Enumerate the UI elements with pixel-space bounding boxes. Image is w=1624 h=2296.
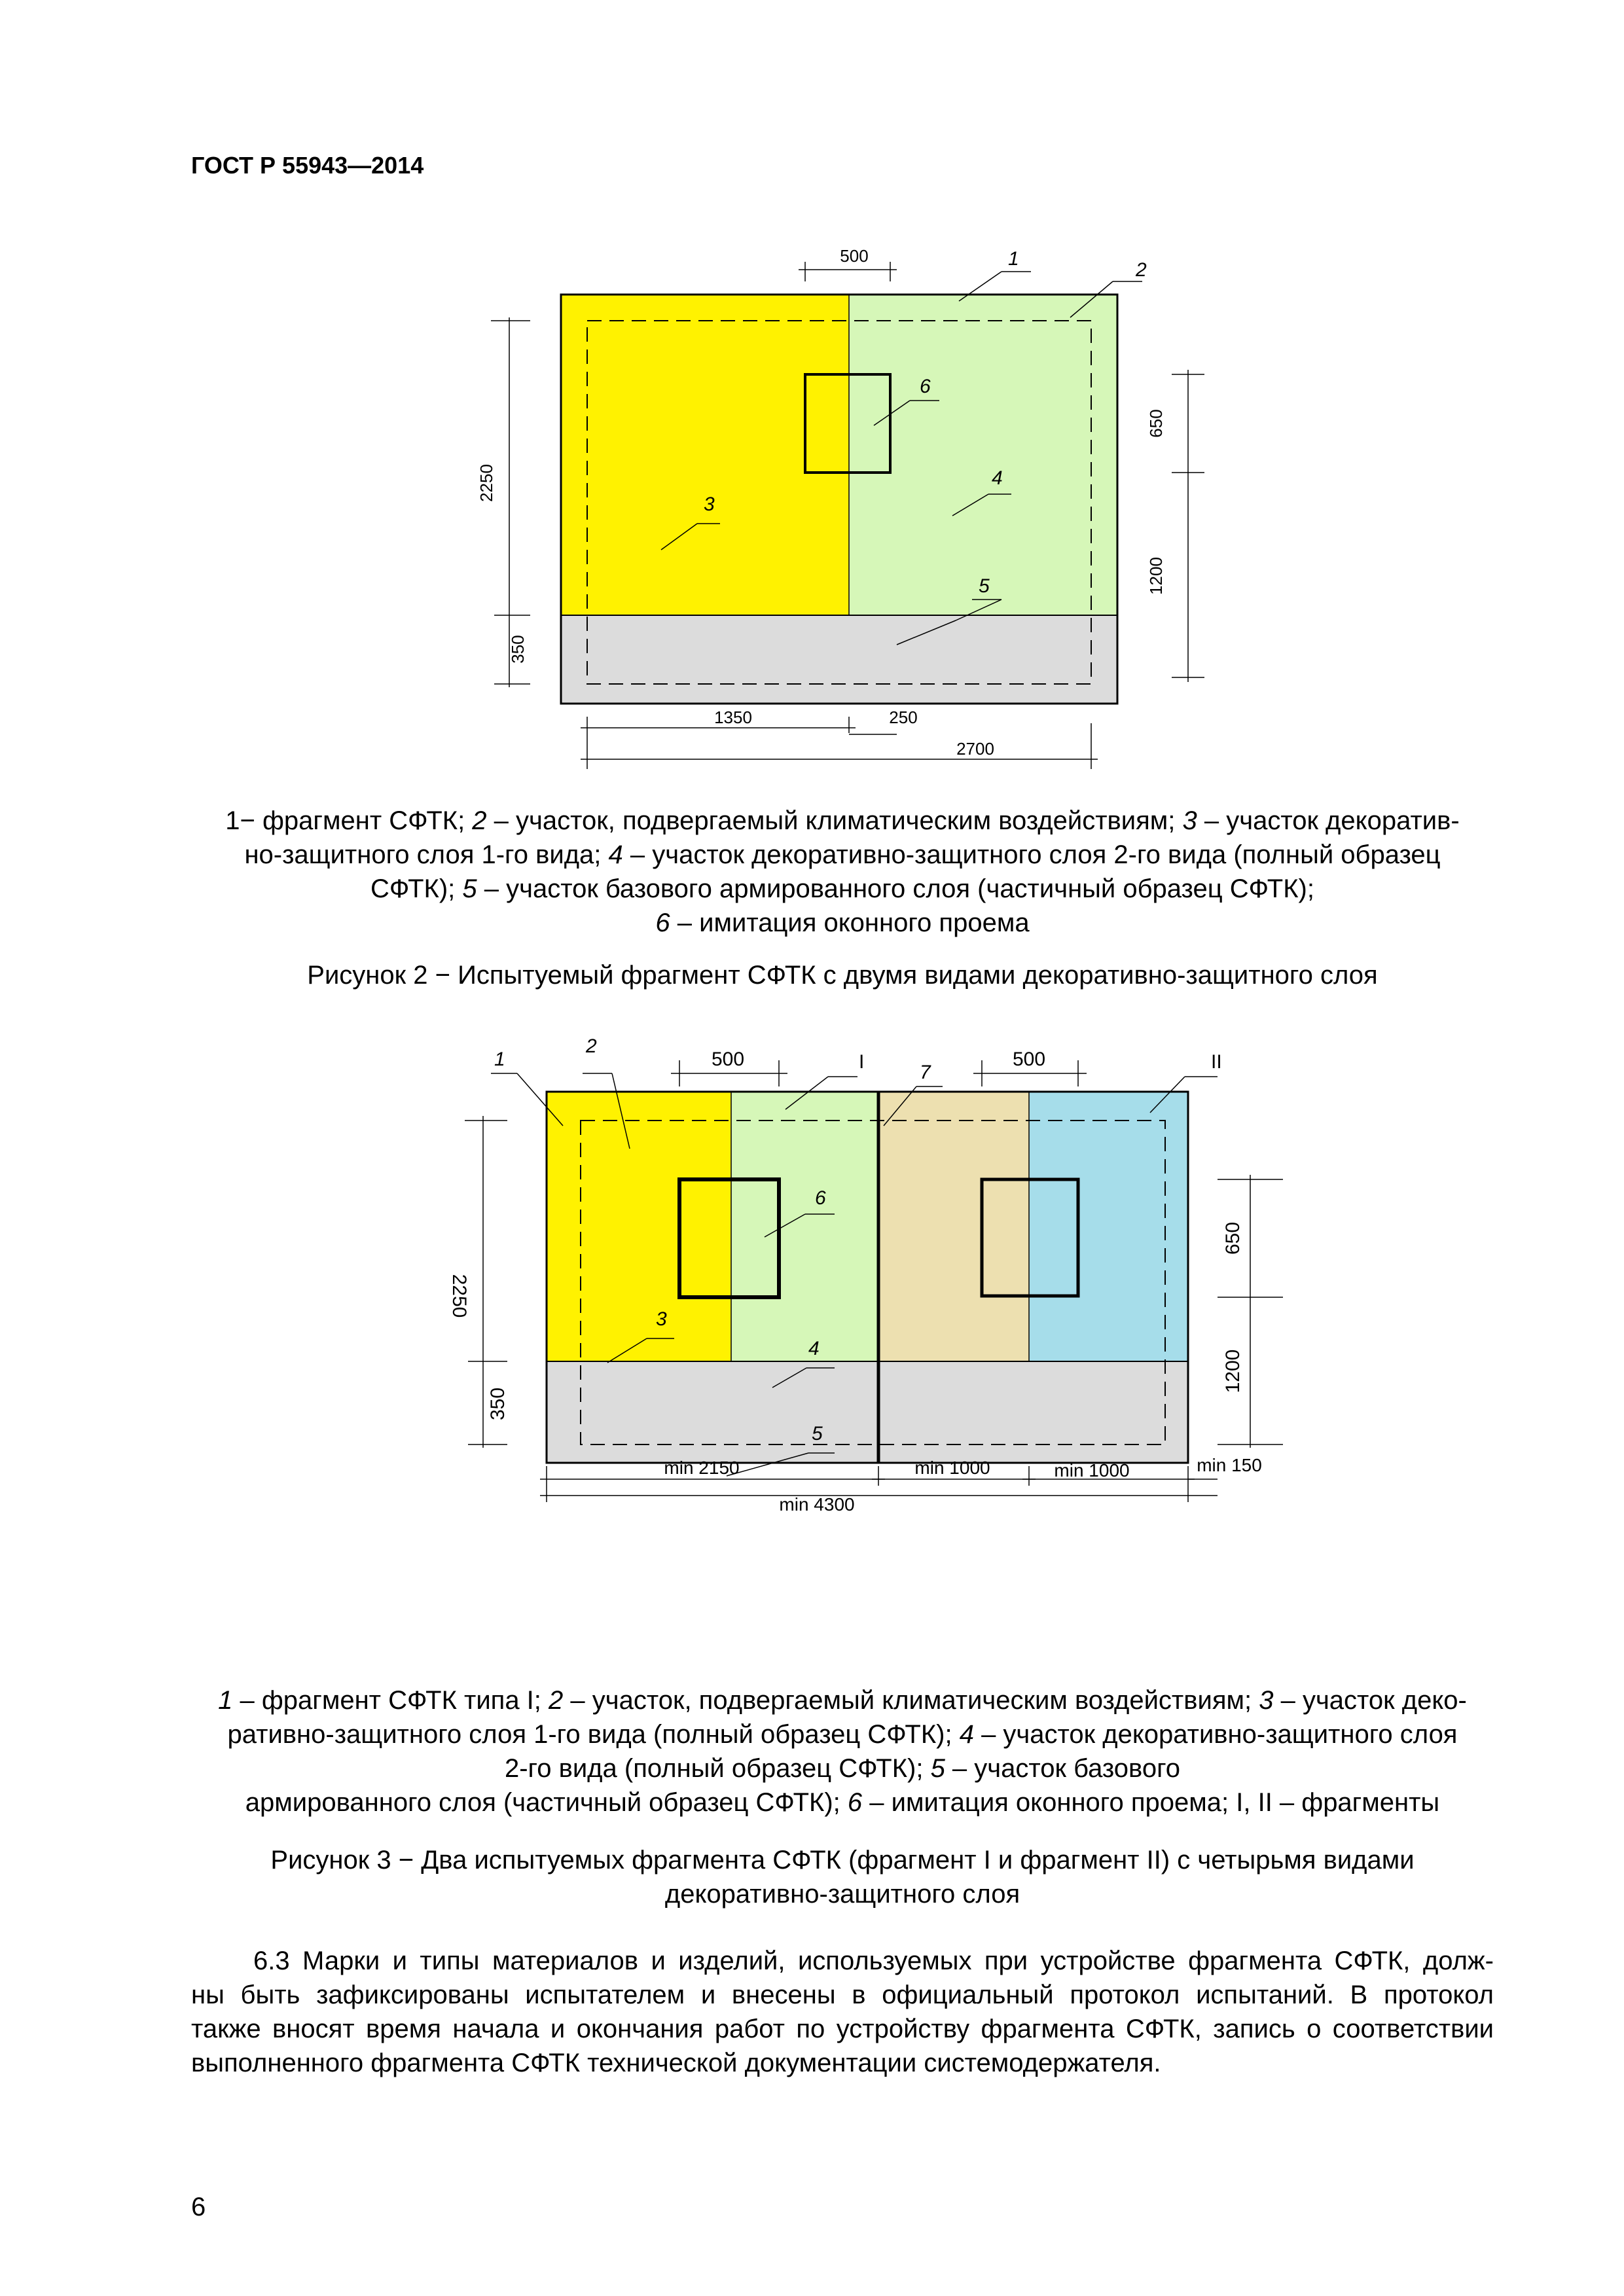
figure-2-drawing bbox=[0, 236, 1624, 785]
dim-label: 350 bbox=[508, 635, 528, 664]
figure-3-drawing bbox=[0, 1028, 1624, 1630]
dim-label: 2250 bbox=[448, 1274, 470, 1318]
callout-4: 4 bbox=[808, 1338, 820, 1359]
callout-3: 3 bbox=[656, 1308, 667, 1330]
layer-2-region bbox=[731, 1092, 878, 1361]
layer-3-region bbox=[878, 1092, 1029, 1361]
callout-2: 2 bbox=[586, 1035, 597, 1057]
dim-label: min 4300 bbox=[779, 1494, 855, 1515]
dim-label: 2250 bbox=[477, 464, 496, 502]
layer-4-region bbox=[1029, 1092, 1188, 1361]
layer-1-region bbox=[547, 1092, 731, 1361]
base-layer-region bbox=[547, 1361, 1188, 1463]
dim-label: 2700 bbox=[956, 739, 994, 759]
figure-3-title: Рисунок 3 − Два испытуемых фрагмента СФТК (фрагмент I и фрагмент II) с четырьмя видами декоративно-защитного слоя bbox=[270, 1846, 1415, 1909]
figure-2-legend: 1− фрагмент СФТК; 2 – участок, подвергаемый климатическим воздействиям; 3 – участок декоратив- но-защитного слоя 1-го вида; 4 – участок декоративно-защитного слоя 2-го вида (полный образец СФТК); 5 – участок базового армированного слоя (частичный образец СФТК); 6 – имитация оконного проема bbox=[225, 806, 1460, 937]
callout-5: 5 bbox=[812, 1423, 823, 1444]
callout-1: 1 bbox=[1008, 248, 1019, 270]
dim-label: min 150 bbox=[1197, 1455, 1262, 1475]
figure-3-legend: 1 – фрагмент СФТК типа I; 2 – участок, подвергаемый климатическим воздействиям; 3 – участок деко- ративно-защитного слоя 1-го вида (полный образец СФТК); 4 – участок декоративно-защитного слоя 2-го вида (полный образец СФТК); 5 – участок базового армированного слоя (частичный образец СФТК); 6 – имитация оконного проема; I, II – фрагменты bbox=[218, 1686, 1467, 1817]
dim-label: 1200 bbox=[1222, 1349, 1244, 1393]
document-code: ГОСТ Р 55943—2014 bbox=[191, 152, 424, 179]
dim-label: min 2150 bbox=[664, 1458, 740, 1478]
figure-2-title: Рисунок 2 − Испытуемый фрагмент СФТК с двумя видами декоративно-защитного слоя bbox=[307, 961, 1378, 990]
page-number: 6 bbox=[191, 2193, 206, 2221]
dim-label: 650 bbox=[1222, 1221, 1244, 1255]
dim-label: min 1000 bbox=[914, 1458, 990, 1478]
dim-label: min 1000 bbox=[1054, 1460, 1130, 1480]
callout-3: 3 bbox=[704, 493, 715, 515]
dim-label: 1200 bbox=[1146, 557, 1166, 595]
dim-label: 500 bbox=[711, 1049, 745, 1070]
dim-label: 500 bbox=[840, 246, 869, 266]
callout-5: 5 bbox=[979, 575, 990, 597]
base-layer-region bbox=[561, 615, 1117, 704]
callout-4: 4 bbox=[992, 467, 1003, 489]
callout-6: 6 bbox=[920, 376, 931, 397]
dim-label: 500 bbox=[1012, 1049, 1046, 1070]
section-6-3-paragraph: 6.3 Марки и типы материалов и изделий, используемых при устройстве фрагмента СФТК, долж- ны быть зафиксированы испытателем и внесены в официальный протокол испытаний. В протокол также вносят время начала и окончания работ по устройству фрагмента СФТК, запись о соответствии выполненного фрагмента СФТК технической документации системодержателя. bbox=[191, 1946, 1494, 2077]
callout-6: 6 bbox=[815, 1187, 826, 1209]
dim-label: 350 bbox=[487, 1387, 509, 1421]
dim-label: 650 bbox=[1146, 409, 1166, 438]
dim-label: 1350 bbox=[714, 708, 752, 727]
fragment-label-2: II bbox=[1211, 1051, 1222, 1073]
fragment-label-1: I bbox=[859, 1051, 865, 1073]
callout-1: 1 bbox=[494, 1049, 505, 1070]
callout-7: 7 bbox=[920, 1062, 931, 1083]
dim-label: 250 bbox=[889, 708, 918, 727]
callout-2: 2 bbox=[1136, 259, 1147, 281]
